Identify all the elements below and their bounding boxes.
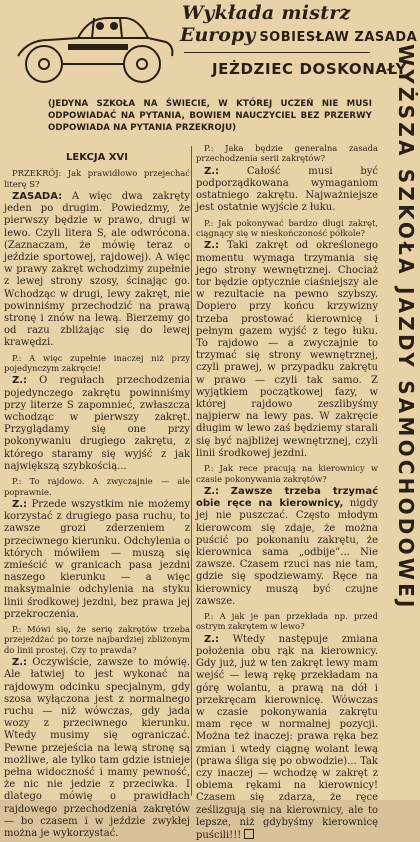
left-column <box>4 150 190 839</box>
answer-speaker: Z.: <box>204 485 220 497</box>
answer <box>196 240 378 460</box>
question: P.: Jak pokonywać bardzo długi zakręt, ciągnący się w nieskończoność półkole? <box>196 217 378 239</box>
article-title: JEŻDZIEC DOSKONAŁY <box>212 60 407 78</box>
answer-text: Przede wszystkim nie możemy korzystać z drugiego pasa ruchu, to zawsze grozi zderzeniem z przeciwnego kierunku. Odchylenia o których mówiłem — muszą się zmieścić w granicach pasa jezdni naszego kierunku — a więc maksymalnie odchylenia na styku linii środkowej jezdni, bez prawa jej przekroczenia. <box>4 498 190 620</box>
question: P.: To rajdowo. A zwyczajnie — ale poprawnie. <box>4 476 190 497</box>
question: P.: A jak je pan przekłada np. przed ostrym zakrętem w lewo? <box>196 610 378 632</box>
vintage-car-illustration <box>8 4 180 88</box>
answer-speaker: ZASADA: <box>12 191 63 203</box>
answer-speaker: Z.: <box>12 498 28 510</box>
question: P.: Mówi się, że serię zakrętów trzeba przejeżdżać po torze najbardziej zbliżonym do linii prostej. Czy to prawda? <box>4 623 190 655</box>
article-header <box>0 0 418 96</box>
answer <box>4 191 190 350</box>
answer-speaker: Z.: <box>204 633 220 645</box>
answer-text: A więc dwa zakręty jeden po drugim. Powiedzmy, że pierwszy będzie w prawo, drugi w lewo. Czyli litera S, ale odwrócona. (Zaznaczam, że mówię teraz o jeździe sportowej, rajdowej). A więc w prawy zakręt wchodzimy zupełnie z lewej strony szosy, ścinając go. Wchodząc w drugi, lewy zakręt, nie powinniśmy przechodzić na prawą stronę i znów na lewą. Bierzemy go od razu zbliżając się do lewej krawędzi. <box>4 191 190 349</box>
answer-text: O regułach przechodzenia pojedynczego zakrętu powinniśmy przy literze S zapomnieć, zwłaszcza wchodząc w pierwszy zakręt. Przyglądamy się one przy pokonywaniu drugiego zakrętu, z którego staramy się wyjść z jak największą szybkością... <box>4 375 190 472</box>
answer-text: Całość musi być podporządkowana wymaganiom ostatniego zakrętu. Najważniejsze jest ostatnie wyjście z łuku. <box>196 165 378 214</box>
header-line-1: Wykłada mistrz <box>182 2 351 24</box>
answer-text: Wtedy następuje zmiana położenia obu rąk na kierownicy. Gdy już, już w ten zakręt lewy mam wejść — lewą rękę przekładam na górę wolantu, a prawą na dół i przekręcam kierownicę. Wówczas w czasie pokonywania zakrętu mam ręce w normalnej pozycji. Można też inaczej: prawa ręka bez zmian i wtedy ciągnę wolant lewą (prawa śliga się po obwodzie)... Tak czy inaczej — wchodzę w zakręt z obiema rękami na kierownicy! Czasem się zdarza, że ręce ześlizgują się na kierownicy, ale to lepsze, niż gdybyśmy kierownicę puścili!!! <box>196 633 378 841</box>
side-column-title: WYŻSZA SZKOŁA JAZDY SAMOCHODOWEJ <box>394 44 418 611</box>
answer-text: Taki zakręt od określonego momentu wymaga trzymania się jego strony wewnętrznej. Chociaż tor będzie optycznie ciaśniejszy ale w rezultacie na pewno szybszy. Dopiero przy końcu krzywizny trzeba prostować kierownicę i pełnym gazem wyjść z tego łuku. To rajdowo — a zwyczajnie to trzymać się strony wewnętrznej, czyli prawej, w przypadku zakrętu w prawo — czyli tak samo. Z wyjątkiem początkowej fazy, w której rajdowo zeszlibyśmy najpierw na lewy pas. W zakręcie długim w lewo zaś będziemy starali się być najbliżej wewnętrznej, czyli linii środkowej jezdni. <box>196 240 378 459</box>
right-column <box>196 142 379 841</box>
intro-text: (JEDYNA SZKOŁA NA ŚWIECIE, W KTÓREJ UCZEŃ NIE MUSI ODPOWIADAĆ NA PYTANIA, BOWIEM NAUCZYCIEL BEZ PRZERWY ODPOWIADA NA PYTANIA PRZEKROJU) <box>48 99 372 133</box>
answer <box>4 375 190 473</box>
answer-speaker: Z.: <box>204 240 220 252</box>
answer <box>196 166 378 215</box>
answer-emphasis: Zawsze trzeba trzymać obie ręce na kierownicy, <box>196 485 379 510</box>
answer-speaker: Z.: <box>12 657 28 669</box>
header-rule <box>184 52 370 53</box>
answer <box>4 657 190 840</box>
answer-speaker: Z.: <box>12 375 28 387</box>
column-divider <box>191 146 192 796</box>
answer-text: nigdy jej nie puszczać. Często młodym kierowcom się zdaje, że można puścić po pokonaniu zakrętu, że kierownica sama „odbije”... Nie zawsze. Czasem rzuci nas nie tam, gdzie się spodziewamy. Ręce na kierownicy muszą być czujne zawsze. <box>196 498 378 607</box>
question: PRZEKRÓJ: Jak prawidłowo przejechać literę S? <box>4 168 190 189</box>
answer-speaker: Z.: <box>204 165 220 177</box>
question: P.: Jaka będzie generalna zasada przechodzenia serii zakrętów? <box>196 143 378 164</box>
answer <box>4 499 190 621</box>
header-line-2 <box>180 24 417 46</box>
end-of-article-mark <box>244 829 254 839</box>
answer <box>196 634 378 842</box>
author-name: SOBIESŁAW ZASADA <box>259 30 418 45</box>
question: P.: A więc zupełnie inaczej niż przy pojedynczym zakręcie! <box>4 352 190 374</box>
header-europy: Europy <box>180 24 256 46</box>
answer <box>196 486 378 608</box>
lesson-title: LEKCJA XVI <box>66 152 128 163</box>
answer-text: Oczywiście, zawsze to mówię. Ale łatwiej to jest wykonać na rajdowym odcinku specjalnym, gdy szosa wyłączona jest z normalnego ruchu — niż wówczas, gdy jada wozy z przeciwnego kierunku. Wtedy musimy się ograniczać. Pewne przejeścia na lewą stronę są możliwe, ale tylko tam gdzie istnieje pełna widoczność i mamy pewność, że nic nie jedzie z przeciwka. I dlatego mówię o prawidłach rajdowego przechodzenia zakrętów — bo czasem i w jeździe zwykłej można je wykorzystać. <box>4 657 190 839</box>
question: P.: Jak rece pracują na kierownicy w czasie pokonywania zakrętów? <box>196 463 378 484</box>
